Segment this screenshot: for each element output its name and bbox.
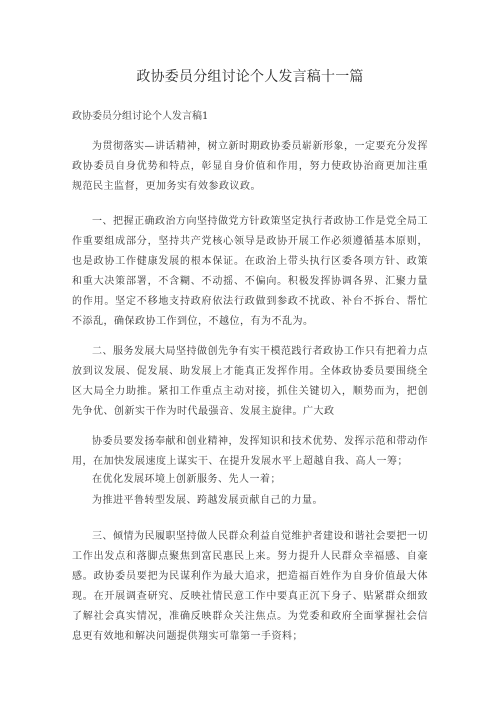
paragraph-section-two-line: 在优化发展环境上创新服务、先人一着；: [92, 474, 281, 485]
document-title: 政协委员分组讨论个人发言稿十一篇: [136, 69, 364, 85]
paragraph-section-two-cont: 协委员要发扬奉献和创业精神，发挥知识和技术优势、发挥示范和带动作用，在加快发展速度上谋实干、在提升发展水平上超越自我、高人一筹；: [72, 436, 428, 467]
paragraph-intro: 为贯彻落实—讲话精神，树立新时期政协委员崭新形象，一定要充分发挥政协委员自身优势和特点，彰显自身价值和作用，努力使政协治商更加注重规范民主监督，更加务实有效参政议政。: [72, 141, 428, 192]
paragraph-section-three: 三、倾情为民履职坚持做人民群众利益自觉维护者建设和谐社会要把一切工作出发点和落脚点聚焦到富民惠民上来。努力提升人民群众幸福感、自豪感。政协委员要把为民谋利作为最大追求，把造福百姓作为自身价值最大体现。在开展调查研究、反映社情民意工作中要真正沉下身子、贴紧群众细致了解社会真实情况，准确反映群众关注焦点。为党委和政府全面掌握社会信息更有效地和解决问题提供翔实可靠第一手资料；: [72, 531, 428, 642]
paragraph-section-two-end: 为推进平鲁转型发展、跨越发展贡献自己的力量。: [92, 495, 323, 506]
section-subheading: 政协委员分组讨论个人发言稿1: [72, 111, 209, 122]
paragraph-section-one: 一、把握正确政治方向坚持做党方针政策坚定执行者政协工作是党全局工作重要组成部分，坚持共产党核心领导是政协开展工作必须遵循基本原则，也是政协工作健康发展的根本保证。在政治上带头执行区委各项方针、政策和重大决策部署，不含糊、不动摇、不偏向。积极发挥协调各界、汇聚力量的作用。坚定不移地支持政府依法行政做到参政不扰政、补台不拆台、帮忙不添乱，确保政协工作到位，不越位，有为不乱为。: [72, 216, 428, 327]
paragraph-section-two: 二、服务发展大局坚持做创先争有实干模范践行者政协工作只有把着力点放到议发展、促发展、助发展上才能真正发挥作用。全体政协委员要围绕全区大局全力助推。紧扣工作重点主动对接，抓住关键切入，顺势而为，把创先争优、创新实干作为时代最强音、发展主旋律。广大政: [72, 346, 428, 417]
